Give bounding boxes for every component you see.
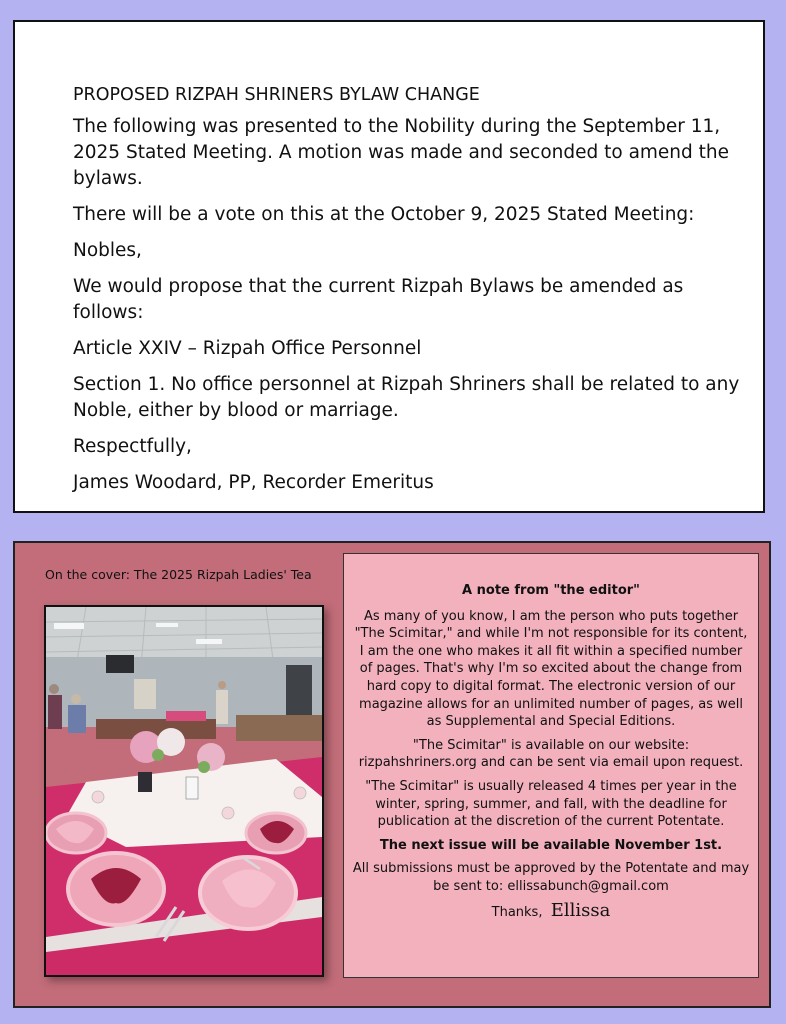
bylaw-text <box>73 82 753 506</box>
note-thanks: Thanks, <box>491 904 543 920</box>
bylaw-article: Article XXIV – Rizpah Office Personnel <box>73 338 422 359</box>
cover-caption: On the cover: The 2025 Rizpah Ladies' Tea <box>45 567 312 582</box>
bylaw-heading: PROPOSED RIZPAH SHRINERS BYLAW CHANGE <box>73 85 480 105</box>
note-paragraph-digital: As many of you know, I am the person who puts together "The Scimitar," and while I'm not responsible for its content, I am the one who makes it all fit within a specified number of pages. That's why I'm so excited about the change from hard copy to digital format. The electronic version of our magazine allows for an unlimited number of pages, as well as Supplemental and Special Editions. <box>354 608 748 730</box>
bylaw-salutation: Nobles, <box>73 240 142 261</box>
cover-and-editor-note <box>13 541 771 1008</box>
note-submissions: All submissions must be approved by the Potentate and may be sent to: ellissabunch@gmail.com <box>352 861 750 894</box>
note-next-issue: The next issue will be available November 1st. <box>379 837 723 853</box>
cover-photo <box>44 605 324 977</box>
bylaw-intro: The following was presented to the Nobility during the September 11, 2025 Stated Meeting. A motion was made and seconded to amend the bylaws. <box>73 116 730 189</box>
note-signoff <box>352 899 750 922</box>
note-signature: Ellissa <box>550 899 611 921</box>
note-title: A note from "the editor" <box>462 583 640 598</box>
editor-note <box>343 553 759 978</box>
bylaw-proposal: We would propose that the current Rizpah Bylaws be amended as follows: <box>73 276 684 323</box>
bylaw-section: Section 1. No office personnel at Rizpah Shriners shall be related to any Noble, either by blood or marriage. <box>73 374 740 421</box>
bylaw-closing: Respectfully, <box>73 436 192 457</box>
bylaw-signature: James Woodard, PP, Recorder Emeritus <box>73 472 434 493</box>
note-paragraph-website: "The Scimitar" is available on our website: rizpahshriners.org and can be sent via email upon request. <box>358 737 744 771</box>
note-paragraph-schedule: "The Scimitar" is usually released 4 times per year in the winter, spring, summer, and fall, with the deadline for publication at the discretion of the current Potentate. <box>365 778 737 830</box>
bylaw-notice <box>13 20 765 513</box>
bylaw-vote: There will be a vote on this at the October 9, 2025 Stated Meeting: <box>73 204 695 225</box>
